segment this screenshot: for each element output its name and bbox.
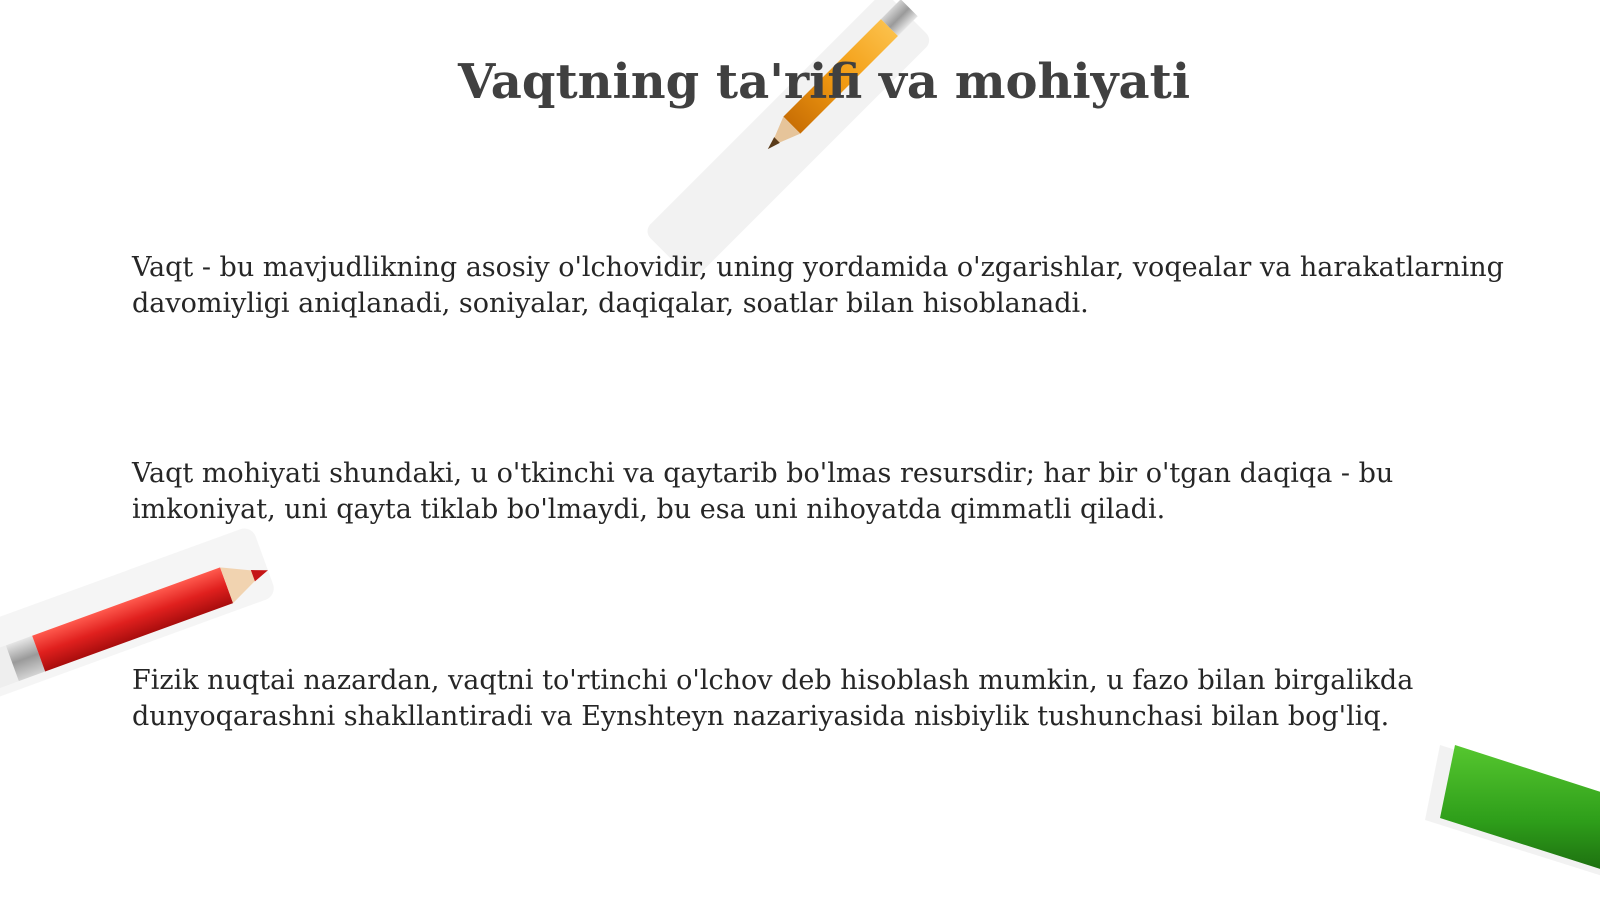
- slide-title: Vaqtning ta'rifi va mohiyati: [457, 54, 1191, 110]
- green-pencil: [1425, 745, 1600, 880]
- paragraph-physics: Fizik nuqtai nazardan, vaqtni to'rtinchi o'lchov deb hisoblash mumkin, u fazo bilan birgalikda dunyoqarashni shakllantiradi va Eynshteyn nazariyasida nisbiylik tushunchasi bilan bog'liq.: [132, 665, 1414, 732]
- orange-pencil: [643, 0, 937, 281]
- paragraph-definition: Vaqt - bu mavjudlikning asosiy o'lchovidir, uning yordamida o'zgarishlar, voqealar va harakatlarning davomiyligi aniqlanadi, soniyalar, daqiqalar, soatlar bilan hisoblanadi.: [132, 252, 1504, 319]
- paragraph-essence: Vaqt mohiyati shundaki, u o'tkinchi va qaytarib bo'lmas resursdir; har bir o'tgan daqiqa - bu imkoniyat, uni qayta tiklab bo'lmaydi, bu esa uni nihoyatda qimmatli qiladi.: [132, 458, 1394, 525]
